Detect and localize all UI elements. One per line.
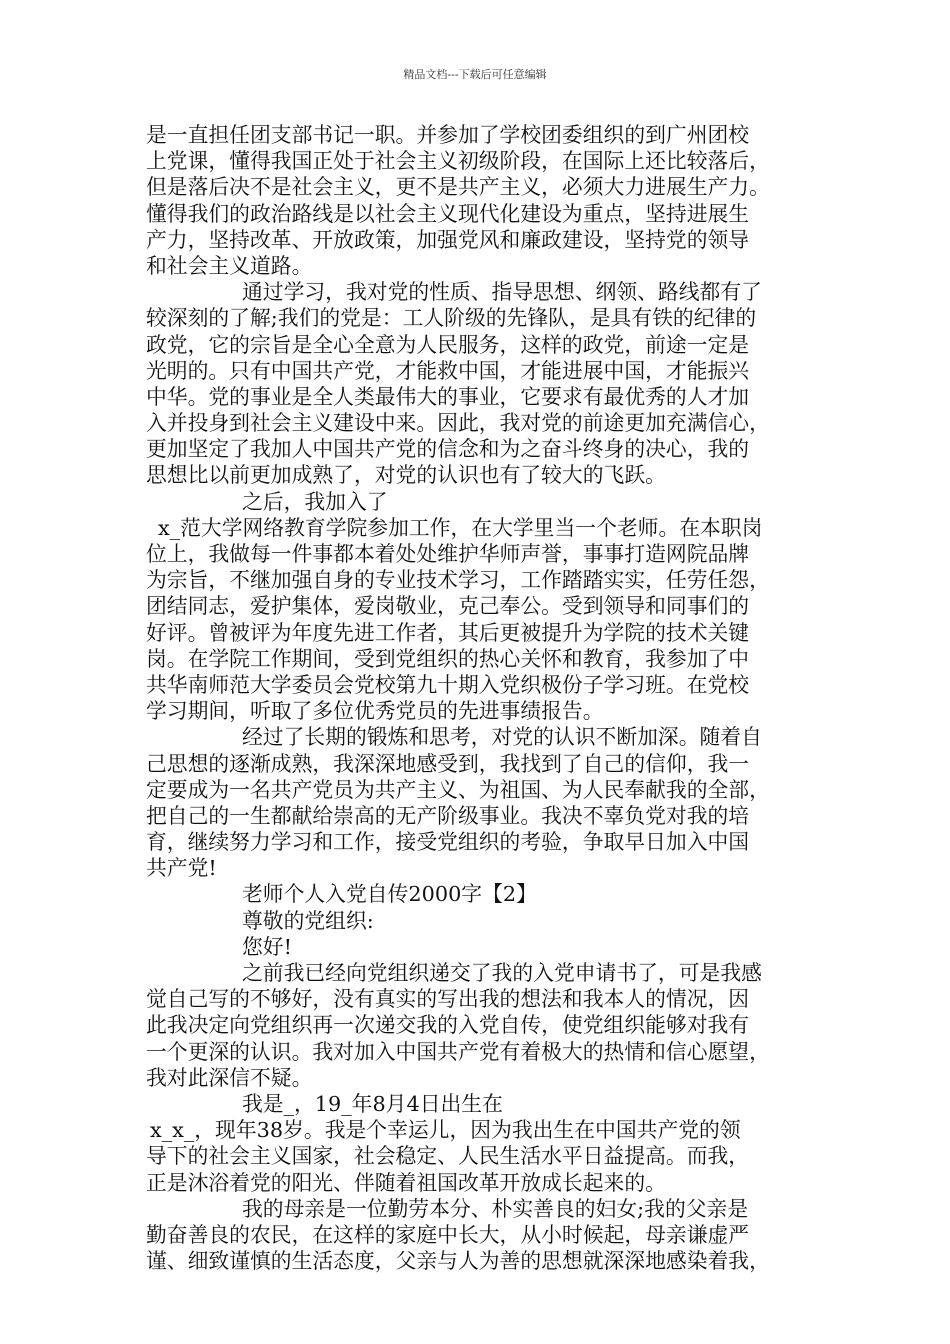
document-body xyxy=(146,122,808,1274)
text-line: 谨、细致谨慎的生活态度，父亲与人为善的思想就深深地感染着我， xyxy=(146,1249,770,1274)
text-line: 我对此深信不疑。 xyxy=(146,1065,313,1090)
text-line: 较深刻的了解;我们的党是：工人阶级的先锋队，是具有铁的纪律的 xyxy=(146,306,757,331)
text-line: 位上，我做每一件事都本着处处维护华师声誉，事事打造网院品牌 xyxy=(146,542,750,566)
text-line: x_范大学网络教育学院参加工作，在大学里当一个老师。在本职岗 xyxy=(158,515,763,540)
text-line: 觉自己写的不够好，没有真实的写出我的想法和我本人的情况，因 xyxy=(146,987,750,1012)
text-line: 但是落后决不是社会主义，更不是共产主义，必须大力进展生产力。 xyxy=(146,175,770,200)
paragraph-start: 通过学习，我对党的性质、指导思想、纲领、路线都有了 xyxy=(242,280,762,305)
text-line: 好评。曾被评为年度先进工作者，其后更被提升为学院的技术关键 xyxy=(146,620,750,645)
text-line: 此我决定向党组织再一次递交我的入党自传，使党组织能够对我有 xyxy=(146,1013,750,1038)
text-line: x_x_，现年38岁。我是个幸运儿，因为我出生在中国共产党的领 xyxy=(150,1118,741,1143)
text-line: 定要成为一名共产党员为共产主义、为祖国、为人民奉献我的全部， xyxy=(146,777,770,802)
text-line: 岗。在学院工作期间，受到党组织的热心关怀和教育，我参加了中 xyxy=(146,646,750,671)
text-line: 上党课，懂得我国正处于社会主义初级阶段，在国际上还比较落后， xyxy=(146,149,770,174)
text-line: 是一直担任团支部书记一职。并参加了学校团委组织的到广州团校 xyxy=(146,123,750,147)
text-line: 学习期间，听取了多位优秀党员的先进事绩报告。 xyxy=(146,699,604,724)
text-line: 勤奋善良的农民，在这样的家庭中长大，从小时候起，母亲谦虚严 xyxy=(146,1222,750,1247)
text-line: 把自己的一生都献给崇高的无产阶级事业。我决不辜负党对我的培 xyxy=(146,803,750,828)
paragraph-start: 之前我已经向党组织递交了我的入党申请书了，可是我感 xyxy=(242,961,762,985)
text-line: 为宗旨，不继加强自身的专业技术学习，工作踏踏实实，任劳任怨， xyxy=(146,568,770,593)
text-line: 光明的。只有中国共产党，才能救中国，才能进展中国，才能振兴 xyxy=(146,358,750,383)
text-line: 己思想的逐渐成熟，我深深地感受到，我找到了自己的信仰，我一 xyxy=(146,751,750,776)
text-line: 入并投身到社会主义建设中来。因此，我对党的前途更加充满信心， xyxy=(146,411,770,436)
text-line: 共产党! xyxy=(146,856,217,881)
text-line: 更加坚定了我加人中国共产党的信念和为之奋斗终身的决心，我的 xyxy=(146,437,750,462)
text-line: 团结同志，爱护集体，爱岗敬业，克己奉公。受到领导和同事们的 xyxy=(146,594,750,619)
salutation: 尊敬的党组织: xyxy=(242,908,374,933)
section-title: 老师个人入党自传2000字【2】 xyxy=(242,882,537,907)
text-line: 正是沐浴着党的阳光、伴随着祖国改革开放成长起来的。 xyxy=(146,1170,666,1195)
text-line: 和社会主义道路。 xyxy=(146,253,313,278)
text-line: 中华。党的事业是全人类最伟大的事业，它要求有最优秀的人才加 xyxy=(146,384,750,409)
paragraph-start: 我是_，19_年8月4日出生在 xyxy=(242,1091,503,1116)
text-line: 政党，它的宗旨是全心全意为人民服务，这样的政党，前途一定是 xyxy=(146,332,750,357)
greeting: 您好! xyxy=(242,934,292,959)
paragraph-start: 之后，我加入了 xyxy=(242,489,388,514)
text-line: 导下的社会主义国家，社会稳定、人民生活水平日益提高。而我， xyxy=(146,1144,750,1169)
text-line: 懂得我们的政治路线是以社会主义现代化建设为重点，坚持进展生 xyxy=(146,201,750,226)
page-header: 精品文档---下载后可任意编辑 xyxy=(403,68,547,81)
text-line: 产力，坚持改革、开放政策，加强党风和廉政建设，坚持党的领导 xyxy=(146,227,750,252)
paragraph-start: 经过了长期的锻炼和思考，对党的认识不断加深。随着自 xyxy=(242,725,762,750)
paragraph-start: 我的母亲是一位勤劳本分、朴实善良的妇女;我的父亲是 xyxy=(242,1196,749,1221)
text-line: 思想比以前更加成熟了，对党的认识也有了较大的飞跃。 xyxy=(146,463,666,488)
text-line: 共华南师范大学委员会党校第九十期入党织极份子学习班。在党校 xyxy=(146,672,750,697)
text-line: 一个更深的认识。我对加入中国共产党有着极大的热情和信心愿望， xyxy=(146,1039,770,1064)
text-line: 育，继续努力学习和工作，接受党组织的考验，争取早日加入中国 xyxy=(146,830,750,855)
